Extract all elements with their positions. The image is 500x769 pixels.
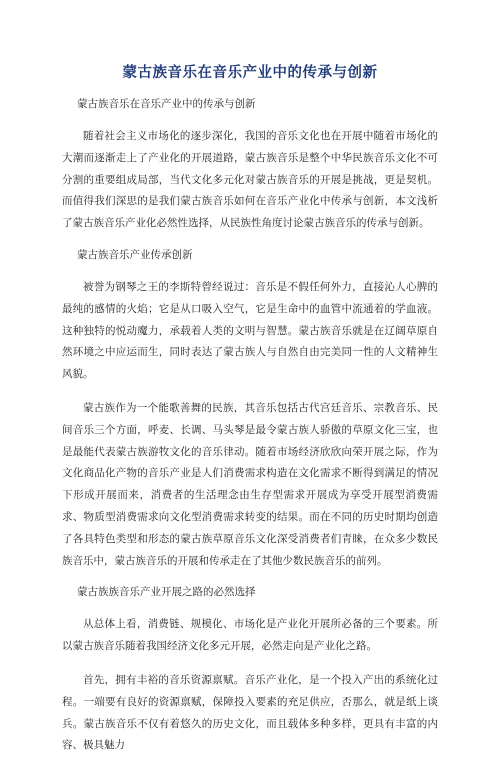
document-body — [62, 96, 438, 769]
paragraph: 被誉为钢琴之王的李斯特曾经说过：音乐是不假任何外力，直接沁人心脾的最纯的感情的火焰；它是从口吸入空气，它是生命中的血管中流通着的学血液。这种独特的悦动魔力，承载着人类的文明与智慧。蒙古族音乐就是在辽阔草原自然环境之中应运而生，同时表达了蒙古族人与自然自由完美同一性的人文精神生风貌。 — [62, 280, 438, 381]
section-heading: 蒙古族音乐在音乐产业中的传承与创新 — [77, 98, 256, 110]
paragraph: 从总体上看，消费链、规模化、市场化是产业化开展所必备的三个要素。所以蒙古族音乐随着我国经济文化多元开展，必然走向是产业化之路。 — [62, 618, 438, 653]
paragraph: 首先，拥有丰裕的音乐资源禀赋。音乐产业化，是一个投入产出的系统化过程。一端要有良好的资源禀赋，保障投入要素的充足供应，否那么，就是纸上谈兵。蒙古族音乐不仅有着悠久的历史文化，而且载体多种多样，更具有丰富的内容、极具魅力 — [62, 673, 438, 752]
paragraph: 蒙古族作为一个能歌善舞的民族，其音乐包括古代宫廷音乐、宗教音乐、民间音乐三个方面，呼麦、长调、马头琴是最令蒙古族人骄傲的草原文化三宝，也是最能代表蒙古族游牧文化的音乐律动。随着市场经济欣欣向荣开展之际，作为文化商品化产物的音乐产业是人们消费需求构造在文化需求不断得到满足的情况下形成开展而来，消费者的生活理念由生存型需求开展成为享受开展型消费需求、物质型消费需求向文化型消费需求转变的结果。而在不同的历史时期均创造了各具特色类型和形态的蒙古族草原音乐文化深受消费者们青睐，在众多少数民族音乐中，蒙古族音乐的开展和传承走在了其他少数民族音乐的前列。 — [62, 401, 438, 567]
document-title: 蒙古族音乐在音乐产业中的传承与创新 — [122, 65, 378, 81]
paragraph: 随着社会主义市场化的逐步深化，我国的音乐文化也在开展中随着市场化的大潮而逐渐走上了产业化的开展道路，蒙古族音乐是整个中华民族音乐文化不可分割的重要组成局部，当代文化多元化对蒙古族音乐的开展是挑战，更是契机。而值得我们深思的是我们蒙古族音乐如何在音乐产业化中传承与创新，本文浅析了蒙古族音乐产业化必然性选择，从民族性角度讨论蒙古族音乐的传承与创新。 — [62, 130, 438, 230]
section-heading: 蒙古族音乐产业传承创新 — [77, 248, 193, 261]
section-heading: 蒙古族族音乐产业开展之路的必然选择 — [77, 586, 256, 599]
